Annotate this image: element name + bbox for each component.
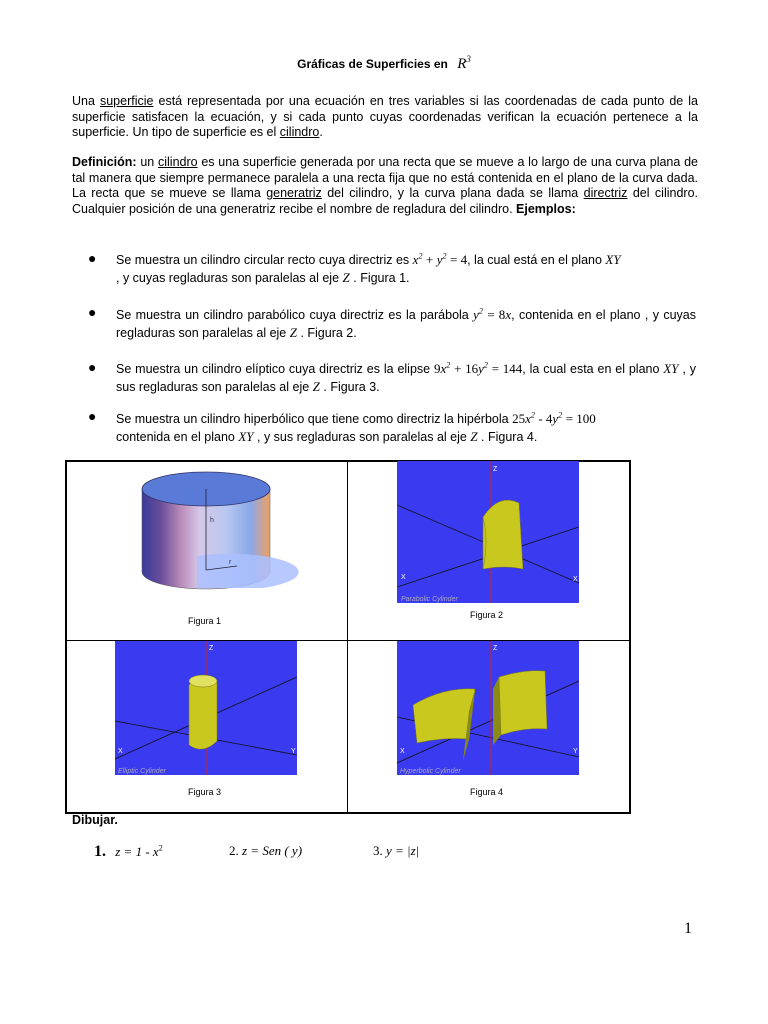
figure-1-caption: Figura 1 — [188, 616, 222, 626]
figure-4-image — [397, 641, 579, 775]
bullet-item-3: Se muestra un cilindro elíptico cuya directriz es la elipse $9x^2 + 16y^2 = 144$, la cual esta en el plano XY , y sus regladuras son paralelas al eje Z . Figura 3. — [116, 360, 696, 394]
figure-1-image — [67, 462, 347, 622]
bullet-dot: ● — [88, 250, 97, 266]
dibujar-label: Dibujar. — [72, 813, 118, 827]
figure-2-caption: Figura 2 — [470, 610, 504, 620]
definition-paragraph: Definición: un cilindro es una superficie generada por una recta que se mueve a lo largo de una curva plana de tal manera que siempre permanece paralela a una recta fija que no está contenida en el plano de la curva dada. La recta que se mueve se llama generatriz del cilindro, y la curva plana dada se llama directriz del cilindro. Cualquier posición de una generatriz recibe el nombre de regladura del cilindro. Ejemplos: — [72, 155, 699, 216]
svg-text:X: X — [573, 576, 578, 583]
bullet-dot: ● — [88, 408, 97, 424]
svg-text:X: X — [118, 748, 123, 755]
ejemplos-label: Ejemplos: — [516, 201, 576, 216]
fig1-r-label: r — [229, 559, 232, 566]
fig4-name: Hyperbolic Cylinder — [400, 768, 461, 775]
fig2-name: Parabolic Cylinder — [401, 596, 458, 603]
bullet-item-4: Se muestra un cilindro hiperbólico que tiene como directriz la hipérbola $25x^2 - 4y^2 = 100$ contenida en el plano XY , y sus regladuras son paralelas al eje Z . Figura 4. — [116, 410, 596, 444]
intro-paragraph: Una superficie está representada por una ecuación en tres variables si las coordenadas de cada punto de la superficie satisfacen la ecuación, y si cada punto cuyas coordenadas verifican la ecuación pertenece a la superficie. Un tipo de superficie es el cilindro. — [72, 94, 698, 139]
page-title — [0, 56, 768, 73]
figure-4-cell — [347, 640, 630, 813]
term-cilindro: cilindro — [279, 125, 320, 139]
term-cilindro-def: cilindro — [158, 155, 198, 169]
title-text: Gráficas de Superficies en — [297, 57, 448, 71]
fig1-h-label: h — [210, 517, 214, 524]
fig3-name: Elliptic Cylinder — [118, 768, 166, 775]
bullet-item-2: Se muestra un cilindro parabólico cuya directriz es la parábola $y^2 = 8x$, contenida en el plano , y cuyas regladuras son paralelas al eje Z . Figura 2. — [116, 306, 697, 340]
figure-2-cell — [347, 461, 630, 641]
term-generatriz: generatriz — [266, 186, 322, 200]
exercise-2: 2. z = Sen ( y) — [229, 843, 303, 858]
term-directriz: directriz — [583, 186, 628, 200]
bullet-dot: ● — [88, 359, 97, 375]
svg-text:Y: Y — [573, 748, 578, 755]
svg-text:Z: Z — [493, 466, 498, 473]
svg-text:Z: Z — [493, 645, 498, 652]
figure-3-caption: Figura 3 — [188, 787, 222, 797]
exercise-1: 1. $z = 1 - x^2$ — [94, 843, 163, 860]
svg-text:Z: Z — [209, 645, 214, 652]
figure-table — [65, 460, 631, 814]
bullet-dot: ● — [88, 304, 97, 320]
bullet-item-1: Se muestra un cilindro circular recto cuya directriz es $x^2 + y^2 = 4$, la cual está en el plano XY , y cuyas regladuras son paralelas al eje Z . Figura 1. — [116, 251, 621, 285]
svg-text:X: X — [400, 748, 405, 755]
figure-4-caption: Figura 4 — [470, 787, 504, 797]
title-math-r: $R^3$ — [457, 54, 471, 72]
term-superficie: superficie — [99, 94, 154, 108]
figure-2-image — [397, 461, 579, 603]
page-number: 1 — [684, 920, 692, 937]
svg-text:Y: Y — [291, 748, 296, 755]
figure-3-cell — [66, 640, 348, 813]
exercise-3: 3. y = |z| — [373, 843, 420, 858]
svg-text:X: X — [401, 574, 406, 581]
figure-1-cell — [66, 461, 348, 641]
figure-3-image — [115, 641, 297, 775]
definition-label: Definición: — [72, 155, 137, 169]
